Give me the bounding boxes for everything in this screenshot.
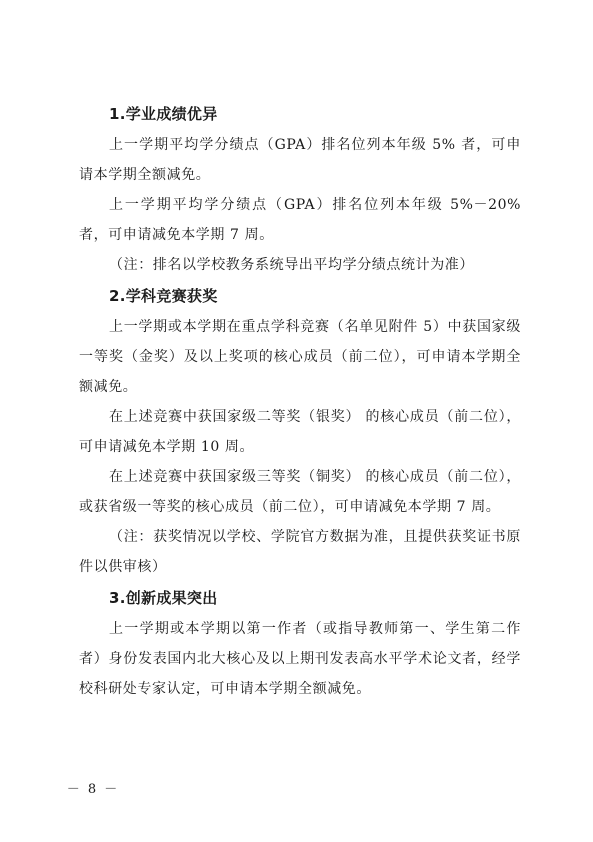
document-body	[79, 100, 521, 704]
paragraph-national-second-prize: 在上述竞赛中获国家级二等奖（银奖） 的核心成员（前二位），可申请减免本学期 10 周。	[79, 409, 521, 455]
note-gpa-ranking: （注：排名以学校教务系统导出平均学分绩点统计为准）	[109, 257, 474, 273]
page-number: － 8 －	[66, 782, 120, 797]
section-heading-competition: 2.学科竞赛获奖	[109, 287, 218, 305]
paragraph-national-first-prize: 上一学期或本学期在重点学科竞赛（名单见附件 5）中获国家级一等奖（金奖）及以上奖项的核心成员（前二位），可申请本学期全额减免。	[79, 319, 521, 395]
paragraph-gpa-5-20: 上一学期平均学分绩点（GPA）排名位列本年级 5%－20% 者，可申请减免本学期 7 周。	[79, 197, 521, 243]
paragraph-research-paper: 上一学期或本学期以第一作者（或指导教师第一、学生第二作者）身份发表国内北大核心及以上期刊发表高水平学术论文者，经学校科研处专家认定，可申请本学期全额减免。	[79, 621, 521, 697]
section-heading-innovation: 3.创新成果突出	[109, 589, 218, 607]
note-award-verification: （注：获奖情况以学校、学院官方数据为准，且提供获奖证书原件以供审核）	[79, 529, 521, 575]
paragraph-national-third-prize: 在上述竞赛中获国家级三等奖（铜奖） 的核心成员（前二位），或获省级一等奖的核心成员（前二位），可申请减免本学期 7 周。	[79, 469, 521, 515]
section-heading-academic: 1.学业成绩优异	[109, 105, 218, 123]
paragraph-gpa-top5: 上一学期平均学分绩点（GPA）排名位列本年级 5% 者，可申请本学期全额减免。	[79, 137, 521, 183]
